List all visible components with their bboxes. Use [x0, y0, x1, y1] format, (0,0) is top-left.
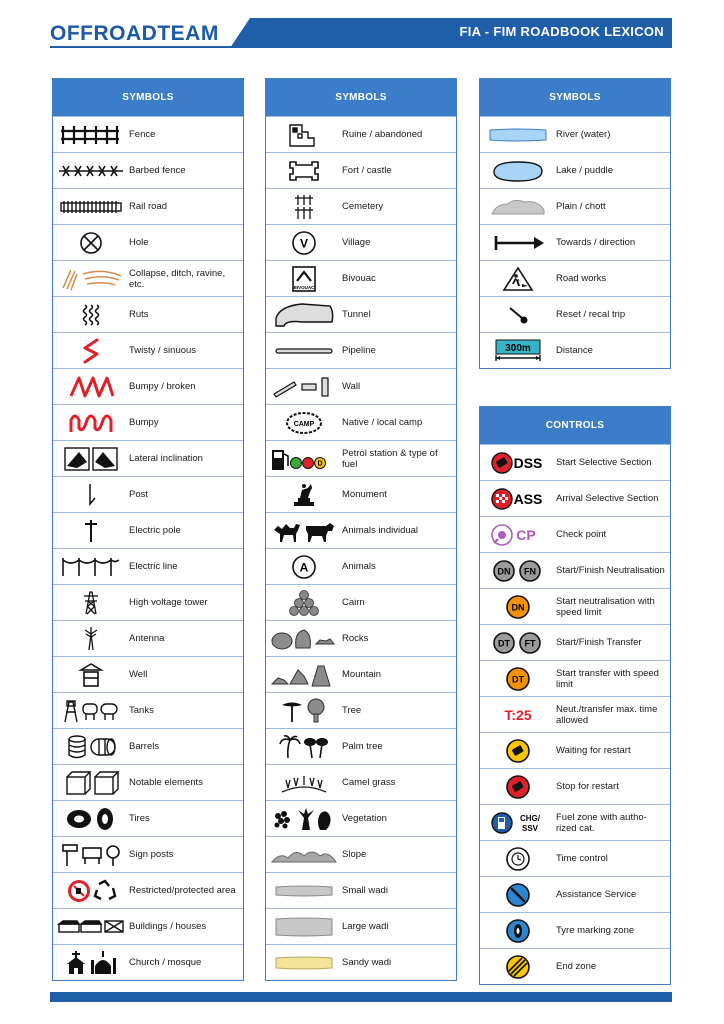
list-item [480, 696, 670, 732]
list-item [480, 224, 670, 260]
wall-icon [268, 372, 340, 402]
list-item [53, 656, 243, 692]
svg-text:DSS: DSS [513, 454, 543, 471]
ass-icon [482, 484, 554, 514]
barbed-fence-icon [55, 156, 127, 186]
item-label: Restricted/protected area [129, 885, 236, 896]
item-label: Animals [342, 561, 376, 572]
list-item [480, 732, 670, 768]
tree-icon [268, 696, 340, 726]
item-label: Start/Finish Transfer [556, 637, 642, 648]
item-label: Fence [129, 129, 156, 140]
list-item [480, 588, 670, 624]
buildings-icon [55, 912, 127, 942]
svg-text:DT: DT [498, 638, 510, 648]
list-item [480, 804, 670, 840]
direction-arrow-icon [482, 228, 554, 258]
item-label: Ruine / abandoned [342, 129, 423, 140]
item-label: Barrels [129, 741, 160, 752]
list-item [266, 404, 456, 440]
time-control-icon [482, 844, 554, 874]
list-item [480, 912, 670, 948]
notable-elements-icon [55, 768, 127, 798]
fort-icon [268, 156, 340, 186]
section-title: CONTROLS [480, 407, 670, 444]
item-label: Cairn [342, 597, 365, 608]
cemetery-icon [268, 192, 340, 222]
list-item [266, 116, 456, 152]
pipeline-icon [268, 336, 340, 366]
village-icon [268, 228, 340, 258]
vegetation-icon [268, 804, 340, 834]
tunnel-icon [268, 300, 340, 330]
svg-text:V: V [299, 236, 309, 250]
list-item [53, 800, 243, 836]
item-label: Slope [342, 849, 367, 860]
item-label: Twisty / sinuous [129, 345, 197, 356]
list-item [266, 656, 456, 692]
svg-text:ASS: ASS [513, 490, 543, 507]
svg-text:FT: FT [524, 638, 536, 648]
fence-icon [55, 120, 127, 150]
item-label: Hole [129, 237, 149, 248]
list-item [266, 944, 456, 980]
list-item [480, 116, 670, 152]
list-item [53, 764, 243, 800]
item-label: Assistance Service [556, 889, 637, 900]
camel-grass-icon [268, 768, 340, 798]
mountain-icon [268, 660, 340, 690]
item-label: Tires [129, 813, 150, 824]
item-label: Large wadi [342, 921, 389, 932]
item-label: Buildings / houses [129, 921, 207, 932]
header [50, 18, 672, 48]
item-label: Plain / chott [556, 201, 606, 212]
list-item [53, 584, 243, 620]
svg-text:A: A [299, 560, 309, 574]
svg-text:DT: DT [512, 674, 524, 684]
bumpy-broken-icon [55, 372, 127, 402]
list-item [480, 480, 670, 516]
list-item [266, 368, 456, 404]
list-item [480, 296, 670, 332]
list-item [53, 872, 243, 908]
list-item [53, 260, 243, 296]
sign-posts-icon [55, 840, 127, 870]
rocks-icon [268, 624, 340, 654]
item-label: Collapse, ditch, ravine, etc. [129, 267, 226, 290]
stop-restart-icon [482, 772, 554, 802]
item-label: Bumpy / broken [129, 381, 196, 392]
item-label: Tunnel [342, 309, 371, 320]
svg-text:D: D [317, 460, 323, 467]
reset-trip-icon [482, 300, 554, 330]
animals-icon [268, 552, 340, 582]
check-point-icon [482, 520, 554, 550]
electric-pole-icon [55, 516, 127, 546]
svg-text:BIVOUAC: BIVOUAC [293, 284, 315, 290]
item-label: Tree [342, 705, 362, 716]
list-item [266, 440, 456, 476]
tires-icon [55, 804, 127, 834]
lateral-inclination-icon [55, 444, 127, 474]
lake-icon [482, 156, 554, 186]
list-item [266, 836, 456, 872]
item-label: Native / local camp [342, 417, 423, 428]
svg-text:DN: DN [511, 602, 525, 612]
list-item [53, 116, 243, 152]
neutralisation-speed-icon [482, 592, 554, 622]
list-item [266, 188, 456, 224]
list-item [53, 368, 243, 404]
palm-tree-icon [268, 732, 340, 762]
list-item [266, 872, 456, 908]
item-label: Monument [342, 489, 387, 500]
item-label: Check point [556, 529, 607, 540]
list-item [480, 516, 670, 552]
item-label: Notable elements [129, 777, 203, 788]
item-label: Fuel zone with autho-rized cat. [556, 811, 647, 834]
item-label: Start Selective Section [556, 457, 652, 468]
list-item [53, 548, 243, 584]
monument-icon [268, 480, 340, 510]
column-2 [265, 78, 457, 981]
item-label: Arrival Selective Section [556, 493, 659, 504]
svg-text:CHG/: CHG/ [520, 813, 540, 823]
item-label: Waiting for restart [556, 745, 631, 756]
tanks-icon [55, 696, 127, 726]
item-label: Neut./transfer max. time allowed [556, 703, 658, 726]
item-label: Small wadi [342, 885, 388, 896]
list-item [266, 764, 456, 800]
restricted-area-icon [55, 876, 127, 906]
svg-text:CP: CP [516, 526, 536, 543]
item-label: Towards / direction [556, 237, 636, 248]
list-item [480, 332, 670, 368]
item-label: Time control [556, 853, 608, 864]
list-item [53, 512, 243, 548]
list-item [480, 948, 670, 984]
item-label: Ruts [129, 309, 149, 320]
item-label: Sandy wadi [342, 957, 392, 968]
antenna-icon [55, 624, 127, 654]
brand-logo: OFFROADTEAM [50, 22, 219, 45]
petrol-station-icon [268, 444, 340, 474]
list-item [53, 944, 243, 980]
list-item [53, 188, 243, 224]
post-icon [55, 480, 127, 510]
list-item [266, 476, 456, 512]
fuel-zone-icon [482, 808, 554, 838]
symbols-section-3 [479, 78, 671, 369]
item-label: Well [129, 669, 148, 680]
slope-icon [268, 840, 340, 870]
cairn-icon [268, 588, 340, 618]
list-item [53, 620, 243, 656]
road-works-icon [482, 264, 554, 294]
high-voltage-tower-icon [55, 588, 127, 618]
list-item [266, 548, 456, 584]
plain-chott-icon [482, 192, 554, 222]
item-label: Antenna [129, 633, 165, 644]
large-wadi-icon [268, 912, 340, 942]
item-label: Reset / recal trip [556, 309, 626, 320]
list-item [480, 876, 670, 912]
twisty-icon [55, 336, 127, 366]
waiting-restart-icon [482, 736, 554, 766]
column-3 [479, 78, 671, 985]
item-label: Camel grass [342, 777, 396, 788]
list-item [480, 768, 670, 804]
list-item [53, 224, 243, 260]
animals-individual-icon [268, 516, 340, 546]
tyre-marking-icon [482, 916, 554, 946]
list-item [53, 332, 243, 368]
section-title: SYMBOLS [480, 79, 670, 116]
list-item [266, 800, 456, 836]
item-label: Distance [556, 345, 593, 356]
list-item [53, 836, 243, 872]
list-item [480, 188, 670, 224]
item-label: Animals individual [342, 525, 419, 536]
item-label: Palm tree [342, 741, 383, 752]
svg-text:T:25: T:25 [504, 706, 532, 723]
svg-text:300m: 300m [505, 342, 531, 354]
item-label: Start/Finish Neutralisation [556, 565, 665, 576]
footer-bar [50, 992, 672, 1002]
list-item [266, 260, 456, 296]
barrels-icon [55, 732, 127, 762]
item-label: Village [342, 237, 371, 248]
list-item [53, 404, 243, 440]
list-item [53, 692, 243, 728]
item-label: Fort / castle [342, 165, 392, 176]
well-icon [55, 660, 127, 690]
section-title: SYMBOLS [266, 79, 456, 116]
item-label: Start neutralisation with speed limit [556, 595, 655, 618]
item-label: Post [129, 489, 149, 500]
item-label: Bumpy [129, 417, 159, 428]
church-mosque-icon [55, 948, 127, 978]
item-label: Lateral inclination [129, 453, 203, 464]
item-label: Wall [342, 381, 361, 392]
controls-section [479, 406, 671, 985]
item-label: Tanks [129, 705, 154, 716]
item-label: Cemetery [342, 201, 384, 212]
item-label: Stop for restart [556, 781, 619, 792]
item-label: Vegetation [342, 813, 387, 824]
list-item [266, 224, 456, 260]
list-item [53, 152, 243, 188]
list-item [480, 152, 670, 188]
item-label: Sign posts [129, 849, 174, 860]
electric-line-icon [55, 552, 127, 582]
list-item [480, 660, 670, 696]
list-item [480, 260, 670, 296]
sandy-wadi-icon [268, 948, 340, 978]
ruts-icon [55, 300, 127, 330]
end-zone-icon [482, 952, 554, 982]
item-label: River (water) [556, 129, 611, 140]
item-label: Barbed fence [129, 165, 186, 176]
column-1 [52, 78, 244, 981]
item-label: Start transfer with speed limit [556, 667, 659, 690]
svg-text:CAMP: CAMP [293, 420, 315, 428]
symbols-section-1 [52, 78, 244, 981]
list-item [480, 552, 670, 588]
list-item [53, 908, 243, 944]
native-camp-icon [268, 408, 340, 438]
river-icon [482, 120, 554, 150]
list-item [53, 296, 243, 332]
document-title: FIA - FIM ROADBOOK LEXICON [459, 24, 664, 39]
small-wadi-icon [268, 876, 340, 906]
item-label: Rocks [342, 633, 369, 644]
transfer-speed-icon [482, 664, 554, 694]
item-label: Pipeline [342, 345, 376, 356]
item-label: Petrol station & type of fuel [342, 447, 438, 470]
svg-text:FN: FN [524, 566, 536, 576]
item-label: Road works [556, 273, 607, 284]
svg-text:SSV: SSV [521, 823, 539, 833]
transfer-icon [482, 628, 554, 658]
item-label: Electric line [129, 561, 178, 572]
list-item [266, 512, 456, 548]
item-label: Bivouac [342, 273, 376, 284]
bumpy-icon [55, 408, 127, 438]
list-item [480, 624, 670, 660]
list-item [53, 476, 243, 512]
list-item [266, 152, 456, 188]
list-item [266, 620, 456, 656]
collapse-ditch-icon [55, 264, 127, 294]
item-label: Tyre marking zone [556, 925, 635, 936]
svg-text:DN: DN [497, 566, 511, 576]
ruine-icon [268, 120, 340, 150]
list-item [53, 440, 243, 476]
item-label: Church / mosque [129, 957, 202, 968]
item-label: Electric pole [129, 525, 181, 536]
item-label: High voltage tower [129, 597, 208, 608]
list-item [266, 908, 456, 944]
bivouac-icon [268, 264, 340, 294]
list-item [266, 584, 456, 620]
list-item [266, 692, 456, 728]
dss-icon [482, 448, 554, 478]
section-title: SYMBOLS [53, 79, 243, 116]
symbols-section-2 [265, 78, 457, 981]
list-item [480, 840, 670, 876]
list-item [266, 728, 456, 764]
list-item [480, 444, 670, 480]
item-label: Mountain [342, 669, 382, 680]
hole-icon [55, 228, 127, 258]
rail-road-icon [55, 192, 127, 222]
list-item [266, 332, 456, 368]
item-label: Rail road [129, 201, 168, 212]
list-item [53, 728, 243, 764]
item-label: Lake / puddle [556, 165, 614, 176]
list-item [266, 296, 456, 332]
assistance-icon [482, 880, 554, 910]
item-label: End zone [556, 961, 597, 972]
neutralisation-icon [482, 556, 554, 586]
distance-icon [482, 336, 554, 366]
max-time-icon [482, 700, 554, 730]
